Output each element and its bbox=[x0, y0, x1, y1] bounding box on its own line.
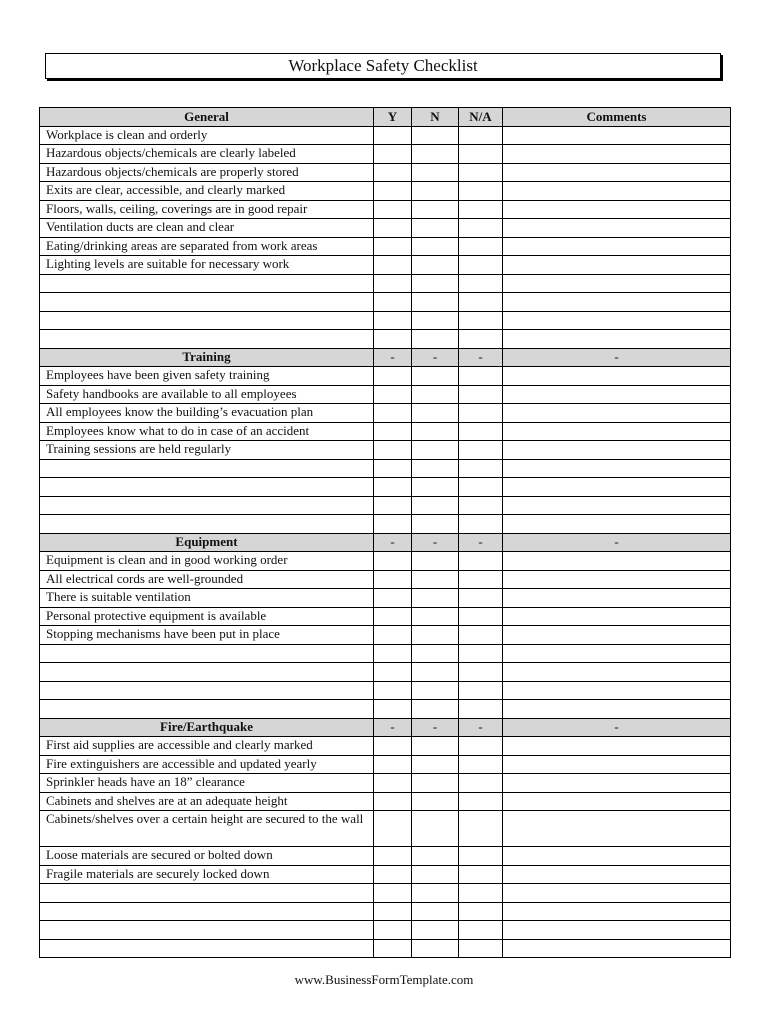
checklist-row bbox=[40, 404, 731, 423]
checklist-cell-na[interactable] bbox=[459, 404, 503, 423]
checklist-cell-na[interactable] bbox=[459, 644, 503, 663]
checklist-cell-na[interactable] bbox=[459, 737, 503, 756]
checklist-cell-y[interactable] bbox=[374, 865, 412, 884]
column-header-y: Y bbox=[374, 108, 412, 127]
checklist-cell-n[interactable] bbox=[412, 681, 459, 700]
checklist-cell-y[interactable] bbox=[374, 792, 412, 811]
checklist-cell-na[interactable] bbox=[459, 367, 503, 386]
checklist-cell-comments[interactable] bbox=[503, 755, 731, 774]
column-placeholder-n: - bbox=[412, 533, 459, 552]
section-title: Training bbox=[40, 348, 374, 367]
column-placeholder-y: - bbox=[374, 348, 412, 367]
checklist-row bbox=[40, 865, 731, 884]
column-placeholder-y: - bbox=[374, 533, 412, 552]
checklist-item-label bbox=[40, 921, 374, 940]
checklist-cell-na[interactable] bbox=[459, 589, 503, 608]
checklist-cell-n[interactable] bbox=[412, 478, 459, 497]
checklist-cell-na[interactable] bbox=[459, 219, 503, 238]
checklist-cell-na[interactable] bbox=[459, 811, 503, 847]
checklist-cell-comments[interactable] bbox=[503, 607, 731, 626]
checklist-row bbox=[40, 589, 731, 608]
checklist-cell-y[interactable] bbox=[374, 293, 412, 312]
checklist-cell-n[interactable] bbox=[412, 163, 459, 182]
checklist-cell-na[interactable] bbox=[459, 496, 503, 515]
checklist-cell-n[interactable] bbox=[412, 311, 459, 330]
column-placeholder-na: - bbox=[459, 348, 503, 367]
checklist-row bbox=[40, 607, 731, 626]
checklist-item-label: Lighting levels are suitable for necessary work bbox=[40, 256, 374, 275]
checklist-item-label bbox=[40, 311, 374, 330]
checklist-cell-comments[interactable] bbox=[503, 644, 731, 663]
checklist-cell-y[interactable] bbox=[374, 811, 412, 847]
checklist-item-label: Training sessions are held regularly bbox=[40, 441, 374, 460]
checklist-cell-na[interactable] bbox=[459, 774, 503, 793]
checklist-cell-n[interactable] bbox=[412, 145, 459, 164]
checklist-cell-n[interactable] bbox=[412, 589, 459, 608]
checklist-item-label: Employees have been given safety training bbox=[40, 367, 374, 386]
checklist-cell-y[interactable] bbox=[374, 847, 412, 866]
checklist-cell-n[interactable] bbox=[412, 755, 459, 774]
checklist-item-label: Fragile materials are securely locked down bbox=[40, 865, 374, 884]
checklist-cell-n[interactable] bbox=[412, 385, 459, 404]
section-title: Equipment bbox=[40, 533, 374, 552]
checklist-row bbox=[40, 163, 731, 182]
checklist-row bbox=[40, 921, 731, 940]
checklist-cell-y[interactable] bbox=[374, 700, 412, 719]
checklist-cell-na[interactable] bbox=[459, 681, 503, 700]
checklist-cell-comments[interactable] bbox=[503, 330, 731, 349]
checklist-item-label: Personal protective equipment is available bbox=[40, 607, 374, 626]
checklist-cell-na[interactable] bbox=[459, 921, 503, 940]
checklist-row bbox=[40, 700, 731, 719]
checklist-row bbox=[40, 939, 731, 958]
checklist-row bbox=[40, 737, 731, 756]
checklist-cell-n[interactable] bbox=[412, 515, 459, 534]
checklist-row bbox=[40, 385, 731, 404]
checklist-cell-y[interactable] bbox=[374, 496, 412, 515]
checklist-row bbox=[40, 626, 731, 645]
checklist-cell-na[interactable] bbox=[459, 700, 503, 719]
checklist-cell-n[interactable] bbox=[412, 552, 459, 571]
section-header-row bbox=[40, 108, 731, 127]
checklist-cell-n[interactable] bbox=[412, 293, 459, 312]
checklist-cell-n[interactable] bbox=[412, 663, 459, 682]
checklist-item-label: Fire extinguishers are accessible and updated yearly bbox=[40, 755, 374, 774]
checklist-cell-y[interactable] bbox=[374, 774, 412, 793]
checklist-cell-na[interactable] bbox=[459, 200, 503, 219]
checklist-cell-na[interactable] bbox=[459, 626, 503, 645]
checklist-item-label: Sprinkler heads have an 18” clearance bbox=[40, 774, 374, 793]
checklist-cell-y[interactable] bbox=[374, 681, 412, 700]
checklist-cell-comments[interactable] bbox=[503, 441, 731, 460]
checklist-cell-comments[interactable] bbox=[503, 515, 731, 534]
checklist-cell-comments[interactable] bbox=[503, 681, 731, 700]
checklist-cell-na[interactable] bbox=[459, 182, 503, 201]
checklist-cell-n[interactable] bbox=[412, 330, 459, 349]
checklist-cell-y[interactable] bbox=[374, 884, 412, 903]
column-placeholder-n: - bbox=[412, 348, 459, 367]
checklist-row bbox=[40, 847, 731, 866]
footer-website: www.BusinessFormTemplate.com bbox=[294, 972, 474, 987]
checklist-item-label bbox=[40, 700, 374, 719]
checklist-cell-comments[interactable] bbox=[503, 367, 731, 386]
checklist-cell-n[interactable] bbox=[412, 792, 459, 811]
checklist-cell-n[interactable] bbox=[412, 847, 459, 866]
checklist-item-label: There is suitable ventilation bbox=[40, 589, 374, 608]
checklist-row bbox=[40, 422, 731, 441]
checklist-item-label bbox=[40, 884, 374, 903]
checklist-item-label: Loose materials are secured or bolted down bbox=[40, 847, 374, 866]
checklist-cell-na[interactable] bbox=[459, 311, 503, 330]
checklist-cell-na[interactable] bbox=[459, 663, 503, 682]
column-placeholder-na: - bbox=[459, 533, 503, 552]
checklist-cell-comments[interactable] bbox=[503, 237, 731, 256]
column-placeholder-comments: - bbox=[503, 718, 731, 737]
checklist-cell-comments[interactable] bbox=[503, 478, 731, 497]
checklist-cell-n[interactable] bbox=[412, 884, 459, 903]
column-placeholder-n: - bbox=[412, 718, 459, 737]
checklist-cell-comments[interactable] bbox=[503, 570, 731, 589]
checklist-item-label: Hazardous objects/chemicals are properly stored bbox=[40, 163, 374, 182]
checklist-row bbox=[40, 182, 731, 201]
checklist-cell-n[interactable] bbox=[412, 737, 459, 756]
checklist-cell-n[interactable] bbox=[412, 626, 459, 645]
column-placeholder-comments: - bbox=[503, 533, 731, 552]
checklist-cell-comments[interactable] bbox=[503, 865, 731, 884]
checklist-cell-na[interactable] bbox=[459, 792, 503, 811]
column-placeholder-y: - bbox=[374, 718, 412, 737]
checklist-item-label: Workplace is clean and orderly bbox=[40, 126, 374, 145]
checklist-cell-comments[interactable] bbox=[503, 811, 731, 847]
checklist-cell-n[interactable] bbox=[412, 219, 459, 238]
checklist-row bbox=[40, 274, 731, 293]
checklist-cell-na[interactable] bbox=[459, 755, 503, 774]
checklist-item-label bbox=[40, 330, 374, 349]
checklist-cell-y[interactable] bbox=[374, 939, 412, 958]
column-placeholder-na: - bbox=[459, 718, 503, 737]
checklist-cell-comments[interactable] bbox=[503, 626, 731, 645]
checklist-item-label: Exits are clear, accessible, and clearly marked bbox=[40, 182, 374, 201]
checklist-cell-comments[interactable] bbox=[503, 385, 731, 404]
checklist-item-label: Ventilation ducts are clean and clear bbox=[40, 219, 374, 238]
checklist-cell-y[interactable] bbox=[374, 626, 412, 645]
checklist-row bbox=[40, 330, 731, 349]
checklist-cell-comments[interactable] bbox=[503, 847, 731, 866]
checklist-cell-comments[interactable] bbox=[503, 274, 731, 293]
checklist-cell-n[interactable] bbox=[412, 182, 459, 201]
checklist-cell-n[interactable] bbox=[412, 367, 459, 386]
checklist-item-label bbox=[40, 939, 374, 958]
checklist-row bbox=[40, 570, 731, 589]
checklist-cell-comments[interactable] bbox=[503, 422, 731, 441]
checklist-row bbox=[40, 126, 731, 145]
checklist-cell-comments[interactable] bbox=[503, 145, 731, 164]
checklist-row bbox=[40, 515, 731, 534]
checklist-cell-n[interactable] bbox=[412, 570, 459, 589]
checklist-cell-comments[interactable] bbox=[503, 939, 731, 958]
checklist-cell-na[interactable] bbox=[459, 939, 503, 958]
checklist-cell-y[interactable] bbox=[374, 737, 412, 756]
checklist-cell-y[interactable] bbox=[374, 589, 412, 608]
checklist-cell-n[interactable] bbox=[412, 774, 459, 793]
checklist-cell-na[interactable] bbox=[459, 515, 503, 534]
checklist-cell-y[interactable] bbox=[374, 478, 412, 497]
checklist-cell-n[interactable] bbox=[412, 200, 459, 219]
checklist-row bbox=[40, 367, 731, 386]
checklist-cell-y[interactable] bbox=[374, 404, 412, 423]
checklist-item-label bbox=[40, 515, 374, 534]
checklist-row bbox=[40, 884, 731, 903]
section-header-row bbox=[40, 718, 731, 737]
checklist-cell-na[interactable] bbox=[459, 884, 503, 903]
checklist-cell-n[interactable] bbox=[412, 811, 459, 847]
checklist-item-label: Safety handbooks are available to all employees bbox=[40, 385, 374, 404]
checklist-item-label bbox=[40, 681, 374, 700]
checklist-row bbox=[40, 237, 731, 256]
checklist-item-label: All electrical cords are well-grounded bbox=[40, 570, 374, 589]
checklist-item-label bbox=[40, 293, 374, 312]
checklist-cell-y[interactable] bbox=[374, 644, 412, 663]
checklist-row bbox=[40, 256, 731, 275]
checklist-cell-y[interactable] bbox=[374, 607, 412, 626]
checklist-cell-na[interactable] bbox=[459, 163, 503, 182]
checklist-cell-na[interactable] bbox=[459, 422, 503, 441]
column-placeholder-comments: - bbox=[503, 348, 731, 367]
checklist-cell-na[interactable] bbox=[459, 293, 503, 312]
checklist-row bbox=[40, 811, 731, 847]
checklist-cell-n[interactable] bbox=[412, 404, 459, 423]
column-header-na: N/A bbox=[459, 108, 503, 127]
checklist-cell-na[interactable] bbox=[459, 902, 503, 921]
checklist-cell-comments[interactable] bbox=[503, 126, 731, 145]
checklist-row bbox=[40, 293, 731, 312]
checklist-cell-comments[interactable] bbox=[503, 182, 731, 201]
checklist-cell-na[interactable] bbox=[459, 237, 503, 256]
checklist-cell-n[interactable] bbox=[412, 422, 459, 441]
checklist-item-label bbox=[40, 459, 374, 478]
checklist-row bbox=[40, 459, 731, 478]
checklist-row bbox=[40, 552, 731, 571]
checklist-cell-na[interactable] bbox=[459, 847, 503, 866]
checklist-cell-y[interactable] bbox=[374, 459, 412, 478]
checklist-cell-comments[interactable] bbox=[503, 700, 731, 719]
checklist-cell-y[interactable] bbox=[374, 921, 412, 940]
checklist-cell-comments[interactable] bbox=[503, 884, 731, 903]
checklist-cell-na[interactable] bbox=[459, 459, 503, 478]
checklist-cell-y[interactable] bbox=[374, 367, 412, 386]
checklist-cell-y[interactable] bbox=[374, 385, 412, 404]
checklist-row bbox=[40, 145, 731, 164]
checklist-cell-n[interactable] bbox=[412, 237, 459, 256]
section-title: Fire/Earthquake bbox=[40, 718, 374, 737]
checklist-cell-na[interactable] bbox=[459, 607, 503, 626]
checklist-cell-y[interactable] bbox=[374, 570, 412, 589]
checklist-cell-na[interactable] bbox=[459, 126, 503, 145]
checklist-cell-n[interactable] bbox=[412, 441, 459, 460]
checklist-item-label bbox=[40, 644, 374, 663]
checklist-cell-y[interactable] bbox=[374, 552, 412, 571]
checklist-row bbox=[40, 200, 731, 219]
checklist-cell-y[interactable] bbox=[374, 311, 412, 330]
checklist-cell-y[interactable] bbox=[374, 182, 412, 201]
checklist-cell-y[interactable] bbox=[374, 256, 412, 275]
checklist-cell-comments[interactable] bbox=[503, 293, 731, 312]
checklist-item-label: Hazardous objects/chemicals are clearly labeled bbox=[40, 145, 374, 164]
checklist-cell-comments[interactable] bbox=[503, 792, 731, 811]
checklist-cell-comments[interactable] bbox=[503, 921, 731, 940]
page-title: Workplace Safety Checklist bbox=[45, 53, 721, 79]
checklist-cell-na[interactable] bbox=[459, 570, 503, 589]
checklist-row bbox=[40, 755, 731, 774]
checklist-cell-n[interactable] bbox=[412, 644, 459, 663]
checklist-cell-comments[interactable] bbox=[503, 219, 731, 238]
checklist-cell-na[interactable] bbox=[459, 552, 503, 571]
checklist-cell-y[interactable] bbox=[374, 126, 412, 145]
checklist-cell-na[interactable] bbox=[459, 330, 503, 349]
checklist-item-label: Stopping mechanisms have been put in place bbox=[40, 626, 374, 645]
checklist-cell-y[interactable] bbox=[374, 515, 412, 534]
checklist-cell-na[interactable] bbox=[459, 865, 503, 884]
checklist-cell-n[interactable] bbox=[412, 865, 459, 884]
checklist-cell-comments[interactable] bbox=[503, 663, 731, 682]
checklist-cell-n[interactable] bbox=[412, 902, 459, 921]
checklist-row bbox=[40, 902, 731, 921]
checklist-row bbox=[40, 219, 731, 238]
checklist-row bbox=[40, 441, 731, 460]
checklist-cell-y[interactable] bbox=[374, 274, 412, 293]
checklist-cell-comments[interactable] bbox=[503, 552, 731, 571]
checklist-cell-comments[interactable] bbox=[503, 404, 731, 423]
checklist-cell-n[interactable] bbox=[412, 256, 459, 275]
checklist-cell-n[interactable] bbox=[412, 921, 459, 940]
checklist-row bbox=[40, 644, 731, 663]
checklist-cell-y[interactable] bbox=[374, 902, 412, 921]
checklist-cell-comments[interactable] bbox=[503, 256, 731, 275]
checklist-cell-comments[interactable] bbox=[503, 737, 731, 756]
checklist-cell-n[interactable] bbox=[412, 126, 459, 145]
checklist-item-label bbox=[40, 902, 374, 921]
checklist-cell-n[interactable] bbox=[412, 607, 459, 626]
checklist-row bbox=[40, 311, 731, 330]
section-title: General bbox=[40, 108, 374, 127]
checklist-item-label: First aid supplies are accessible and clearly marked bbox=[40, 737, 374, 756]
checklist-cell-y[interactable] bbox=[374, 219, 412, 238]
checklist-cell-n[interactable] bbox=[412, 274, 459, 293]
checklist-item-label bbox=[40, 274, 374, 293]
checklist-row bbox=[40, 478, 731, 497]
checklist-cell-na[interactable] bbox=[459, 145, 503, 164]
checklist-cell-comments[interactable] bbox=[503, 589, 731, 608]
checklist-row bbox=[40, 681, 731, 700]
checklist-cell-na[interactable] bbox=[459, 478, 503, 497]
checklist-item-label: Equipment is clean and in good working order bbox=[40, 552, 374, 571]
checklist-cell-comments[interactable] bbox=[503, 774, 731, 793]
checklist-item-label bbox=[40, 478, 374, 497]
checklist-item-label bbox=[40, 663, 374, 682]
checklist-cell-comments[interactable] bbox=[503, 496, 731, 515]
checklist-item-label: Floors, walls, ceiling, coverings are in good repair bbox=[40, 200, 374, 219]
checklist-cell-y[interactable] bbox=[374, 422, 412, 441]
checklist-cell-comments[interactable] bbox=[503, 200, 731, 219]
checklist-cell-y[interactable] bbox=[374, 441, 412, 460]
checklist-row bbox=[40, 663, 731, 682]
section-header-row bbox=[40, 348, 731, 367]
checklist-cell-y[interactable] bbox=[374, 145, 412, 164]
checklist-cell-na[interactable] bbox=[459, 274, 503, 293]
checklist-cell-na[interactable] bbox=[459, 385, 503, 404]
checklist-cell-y[interactable] bbox=[374, 200, 412, 219]
checklist-cell-n[interactable] bbox=[412, 939, 459, 958]
checklist-cell-y[interactable] bbox=[374, 663, 412, 682]
checklist-item-label bbox=[40, 496, 374, 515]
checklist-item-label: All employees know the building’s evacuation plan bbox=[40, 404, 374, 423]
safety-checklist-table bbox=[39, 107, 731, 958]
checklist-cell-na[interactable] bbox=[459, 441, 503, 460]
checklist-cell-n[interactable] bbox=[412, 459, 459, 478]
checklist-cell-y[interactable] bbox=[374, 237, 412, 256]
checklist-item-label: Eating/drinking areas are separated from work areas bbox=[40, 237, 374, 256]
column-header-comments: Comments bbox=[503, 108, 731, 127]
checklist-row bbox=[40, 792, 731, 811]
checklist-cell-y[interactable] bbox=[374, 755, 412, 774]
checklist-cell-comments[interactable] bbox=[503, 459, 731, 478]
checklist-cell-comments[interactable] bbox=[503, 902, 731, 921]
checklist-cell-y[interactable] bbox=[374, 330, 412, 349]
section-header-row bbox=[40, 533, 731, 552]
checklist-row bbox=[40, 496, 731, 515]
checklist-cell-comments[interactable] bbox=[503, 311, 731, 330]
checklist-cell-n[interactable] bbox=[412, 496, 459, 515]
checklist-item-label: Cabinets and shelves are at an adequate height bbox=[40, 792, 374, 811]
checklist-cell-y[interactable] bbox=[374, 163, 412, 182]
checklist-row bbox=[40, 774, 731, 793]
checklist-item-label: Employees know what to do in case of an accident bbox=[40, 422, 374, 441]
checklist-cell-n[interactable] bbox=[412, 700, 459, 719]
checklist-cell-comments[interactable] bbox=[503, 163, 731, 182]
checklist-cell-na[interactable] bbox=[459, 256, 503, 275]
column-header-n: N bbox=[412, 108, 459, 127]
checklist-item-label: Cabinets/shelves over a certain height are secured to the wall bbox=[40, 811, 374, 847]
